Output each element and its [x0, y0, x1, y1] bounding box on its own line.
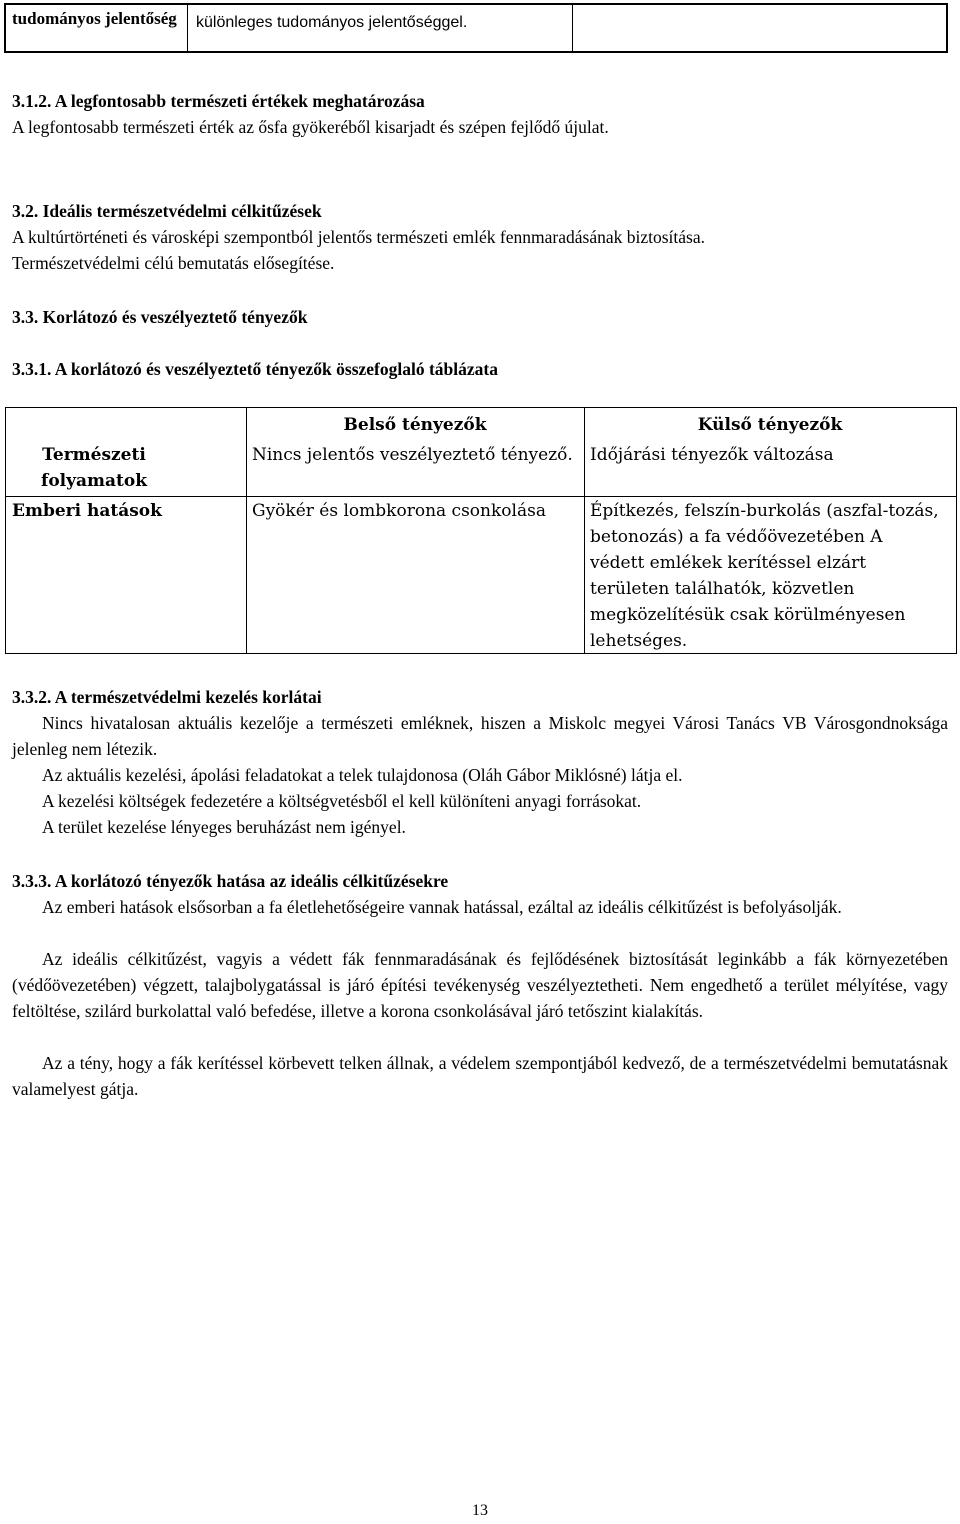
- table-divider: [6, 496, 956, 497]
- text-3-3-2-p2: Az aktuális kezelési, ápolási feladatokat a telek tulajdonosa (Oláh Gábor Miklósné) látja el.: [42, 765, 683, 785]
- heading-3-1-2: 3.1.2. A legfontosabb természeti értékek meghatározása: [12, 91, 425, 111]
- text-3-3-3-p1: Az emberi hatások elsősorban a fa életlehetőségeire vannak hatással, ezáltal az ideális célkitűzést is befolyásolják.: [42, 897, 842, 917]
- heading-3-3: 3.3. Korlátozó és veszélyeztető tényezők: [12, 307, 308, 327]
- text-3-2-line2: Természetvédelmi célú bemutatás elősegítése.: [12, 253, 335, 273]
- top-table-value: különleges tudományos jelentőséggel.: [188, 5, 573, 51]
- heading-3-2: 3.2. Ideális természetvédelmi célkitűzések: [12, 201, 322, 221]
- row-human-impacts-outer: Építkezés, felszín-burkolás (aszfal-tozás, betonozás) a fa védőövezetében A védett emlékek kerítéssel elzárt területen találhatók, közvetlen megközelítésük csak körülményesen lehetséges.: [590, 501, 939, 651]
- text-3-3-2-p3: A kezelési költségek fedezetére a költségvetésből el kell különíteni anyagi forrásokat.: [42, 791, 642, 811]
- top-table-label: tudományos jelentőség: [6, 5, 188, 51]
- heading-3-3-1: 3.3.1. A korlátozó és veszélyeztető tényezők összefoglaló táblázata: [12, 359, 498, 379]
- top-table: [4, 3, 948, 53]
- text-3-3-3-p2: Az ideális célkitűzést, vagyis a védett fák fennmaradásának és fejlődésének biztosítását leginkább a fák környezetében (védőövezetében) végzett, talajbolygatással is járó építési tevékenység veszélyeztetheti. Nem engedhető a terület mélyítése, vagy feltöltése, szilárd burkolattal való befedése, illetve a korona csonkolásával járó tetőszint kialakítás.: [12, 949, 948, 1021]
- row-human-impacts-inner: Gyökér és lombkorona csonkolása: [252, 501, 546, 521]
- top-table-empty-cell: [573, 5, 946, 51]
- header-outer-factors: Külső tényezők: [697, 415, 843, 435]
- text-3-2-line1: A kultúrtörténeti és városképi szempontból jelentős természeti emlék fennmaradásának biztosítása.: [12, 227, 705, 247]
- text-3-3-3-p3: Az a tény, hogy a fák kerítéssel körbevett telken állnak, a védelem szempontjából kedvező, de a természetvédelmi bemutatásnak valamelyest gátja.: [12, 1053, 948, 1099]
- page-number: 13: [472, 1502, 488, 1519]
- row-natural-processes-label: Természeti folyamatok: [41, 445, 147, 491]
- text-3-3-2-p4: A terület kezelése lényeges beruházást nem igényel.: [42, 817, 406, 837]
- row-human-impacts-label: Emberi hatások: [12, 501, 162, 521]
- row-natural-processes-inner: Nincs jelentős veszélyeztető tényező.: [252, 445, 573, 465]
- heading-3-3-3: 3.3.3. A korlátozó tényezők hatása az ideális célkitűzésekre: [12, 871, 449, 891]
- table-divider: [584, 408, 585, 653]
- table-divider: [246, 408, 247, 653]
- heading-3-3-2: 3.3.2. A természetvédelmi kezelés korlátai: [12, 687, 322, 707]
- text-3-3-2-p1: Nincs hivatalosan aktuális kezelője a természeti emléknek, hiszen a Miskolc megyei Városi Tanács VB Városgondnoksága jelenleg nem létezik.: [12, 713, 948, 759]
- header-inner-factors: Belső tényezők: [343, 415, 487, 435]
- factors-table: [5, 407, 957, 654]
- row-natural-processes-outer: Időjárási tényezők változása: [590, 445, 834, 465]
- text-3-1-2: A legfontosabb természeti érték az ősfa gyökeréből kisarjadt és szépen fejlődő újulat.: [12, 117, 609, 137]
